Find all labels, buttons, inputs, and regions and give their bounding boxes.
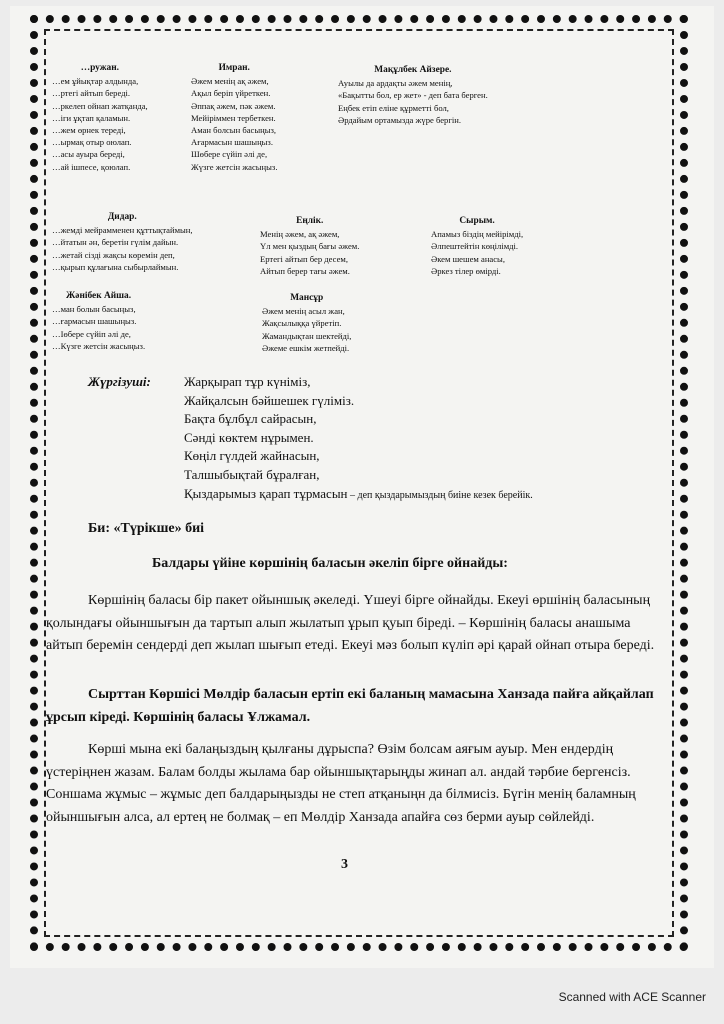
page-number: 3 <box>341 857 348 872</box>
poem-line: Ағармасын шашыңыз. <box>191 137 273 148</box>
poem-line: …ртегі айтып береді. <box>52 88 131 99</box>
poem-line: Мейіріммен тербеткен. <box>191 112 276 123</box>
poem-title: Жәнібек Айша. <box>66 291 132 301</box>
poem-line: …жетай сізді жақсы көремін деп, <box>52 249 175 260</box>
host-lines <box>184 373 533 505</box>
poem-line: Ертегі айтып бер десем, <box>260 253 348 264</box>
poem-line: Аман болсын басыңыз, <box>191 125 277 136</box>
poem-title: Мансұр <box>290 293 324 303</box>
poem-5 <box>260 215 359 277</box>
poem-1 <box>52 62 148 173</box>
paragraph-1 <box>46 590 666 658</box>
poem-line: Әрдайым ортамызда жүре бергін. <box>338 114 462 125</box>
host-note: – деп қыздарымыздың биіне кезек берейік. <box>347 489 533 501</box>
poem-line: Айтып берер тағы әжем. <box>260 265 350 276</box>
scanner-watermark: Scanned with ACE Scanner <box>558 990 706 1004</box>
poem-line: …қырып құлағына сыбырлаймын. <box>52 261 179 272</box>
poem-line: Апамыз біздің мейірімді, <box>431 229 524 240</box>
poem-line: Әкем шешем анасы, <box>431 253 505 264</box>
poem-title: Имран. <box>218 63 250 73</box>
paragraph-text: Көршінің баласы бір пакет ойыншық әкеледі. Үшеуі бірге ойнайды. Екеуі өршінің баласының қолындағы ойыншығын да тартып алып жылатып ұрып қуып біреді. – Көршінің баласы анашыма айтып беремін сендерді деп жылап шығып етеді. Екеуі мәз болып күліп әрі қарай ойнап отыра береді. <box>46 593 655 653</box>
host-line: Сәнді көктем нұрымен. <box>184 429 314 445</box>
host-line: Жарқырап тұр күніміз, <box>184 374 311 389</box>
poem-line: …жемді мейрамменен құттықтаймын, <box>52 225 193 236</box>
host-line: Бақта бұлбұл сайрасын, <box>184 411 317 427</box>
poem-line: Әркез тілер өмірді. <box>431 265 501 276</box>
poem-line: Әлпештейтін көңілімді. <box>431 241 519 252</box>
poem-line: …іги ұқтап қаламын. <box>52 112 131 123</box>
host-line: Жайқалсын бәйшешек гүліміз. <box>184 392 355 408</box>
poem-line: …асы ауыра береді, <box>52 149 125 160</box>
poem-line: Еңбек етіп еліне құрметті бол, <box>338 102 449 113</box>
poem-6 <box>431 215 523 277</box>
poem-line: …ырмақ отыр оюлап. <box>52 137 132 148</box>
poem-line: Жүзге жетсін жасыңыз. <box>191 161 278 172</box>
paragraph-3 <box>46 739 666 829</box>
poem-title: …ружан. <box>80 63 119 73</box>
poem-line: Әжеме ешкім жетпейді. <box>262 342 350 353</box>
poem-title: Дидар. <box>107 212 137 222</box>
paragraph-text: Сырттан Көршісі Мөлдір баласын ертіп екі баланың мамасына Ханзада пайға айқайлап ұрсып кіреді. Көршінің баласы Ұлжамал. <box>46 687 654 725</box>
dance-heading: Би: «Түрікше» биі <box>88 521 205 536</box>
poem-3 <box>338 64 488 126</box>
host-line: Көңіл гүлдей жайнасын, <box>184 448 320 464</box>
poem-line: …ай ішпесе, қоюлап. <box>52 161 131 172</box>
poem-7 <box>52 290 145 352</box>
poem-line: Менің әжем, ақ әжем, <box>260 229 340 240</box>
poem-title: Еңлік. <box>296 216 324 226</box>
host-label: Жүргізуші: <box>88 374 151 389</box>
paragraph-text: Көрші мына екі балаңыздың қылғаны дұрыспа? Өзім болсам аяғым ауыр. Мен ендердің үстеріңнен жазам. Балам болды жылама бар ойыншықтарыңды жинап ал. андай тәрбие бергенсіз. Соншама жұмыс – жұмыс деп балдарыңызды не степ атқаныңн да білмисіз. Бүгін менің баламның ойыншығын алса, ал ертең не болмақ – еп Мөлдір Ханзада апайға сөз берми ауыр сөйлейді. <box>46 742 636 825</box>
poem-2 <box>191 62 277 173</box>
poem-line: Жамандықтан шектейді, <box>262 330 352 341</box>
host-line: Қыздарымыз қарап тұрмасын <box>184 485 348 501</box>
poem-line: …йтатын ән, беретін гүлім дайын. <box>52 237 179 248</box>
host-line: Талшыбықтай бұралған, <box>184 466 320 482</box>
paragraph-2 <box>46 684 666 729</box>
poem-line: …ман болын басыңыз, <box>52 304 136 315</box>
poem-line: Әжем менің асыл жан, <box>262 306 345 317</box>
poem-line: …ем ұйықтар алдында, <box>52 76 139 87</box>
poem-line: …ркелеп ойнап жатқанда, <box>52 100 148 111</box>
poem-line: Әжем менің ақ әжем, <box>191 76 269 87</box>
poem-line: …Күзге жетсін жасыңыз. <box>52 340 146 351</box>
poem-line: …Іөбере сүйіп әлі де, <box>52 328 131 339</box>
poem-line: …ғармасын шашыңыз. <box>52 316 137 327</box>
poem-title: Мақұлбек Айзере. <box>374 65 452 75</box>
scene-title: Балдары үйіне көршінің баласын әкеліп бірге ойнайды: <box>152 556 508 571</box>
poem-8 <box>262 292 351 354</box>
poem-line: Ауылы да ардақты әжем менің, <box>338 78 453 89</box>
poem-line: Ақыл беріп үйреткен. <box>191 88 271 99</box>
poem-line: «Бақытты бол, ер жет» - деп бата берген. <box>338 90 488 101</box>
poem-line: Жақсылыққа үйретіп. <box>262 318 342 329</box>
poem-line: …жем өрнек тереді, <box>52 125 126 136</box>
poem-line: Әппақ әжем, пәк әжем. <box>191 100 276 111</box>
poem-line: Үл мен қыздың бағы әжем. <box>260 241 360 252</box>
poem-title: Сырым. <box>459 216 495 226</box>
poem-line: Шөбере сүйіп әлі де, <box>191 149 268 160</box>
host-last-line <box>184 485 533 506</box>
poem-4 <box>52 211 193 273</box>
